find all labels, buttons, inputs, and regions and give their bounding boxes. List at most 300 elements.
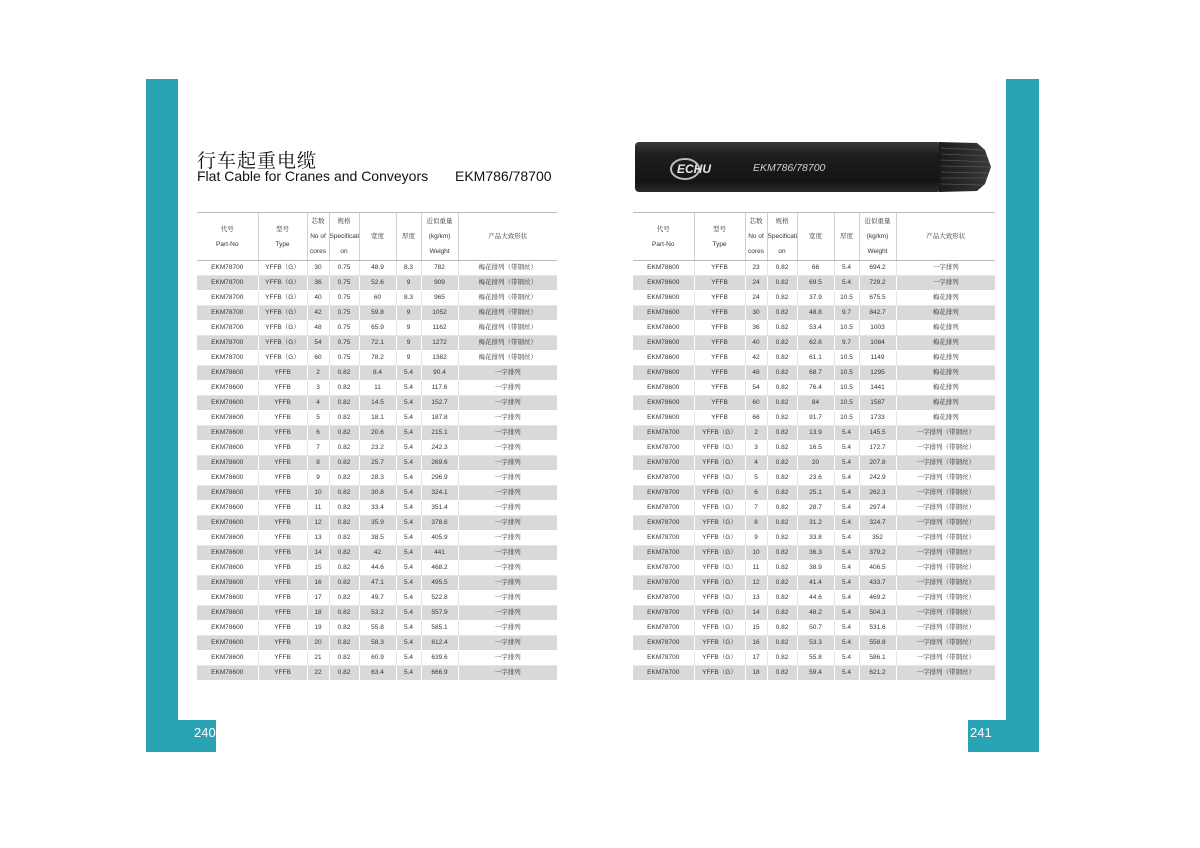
cell-cores: 5: [745, 471, 767, 486]
cell-shape: 一字排列（带钢丝）: [896, 636, 995, 651]
cell-cores: 20: [307, 636, 329, 651]
table-row: [197, 591, 557, 606]
cell-cores: 13: [307, 531, 329, 546]
cell-type: YFFB: [258, 381, 307, 396]
cell-part-no: EKM78700: [633, 426, 694, 441]
cell-thickness: 10.5: [834, 396, 859, 411]
cell-type: YFFB（G）: [258, 306, 307, 321]
cell-shape: 一字排列（带钢丝）: [896, 426, 995, 441]
cell-weight: 187.8: [421, 411, 458, 426]
table-row: [197, 456, 557, 471]
cell-spec: 0.82: [329, 636, 359, 651]
cell-cores: 24: [745, 276, 767, 291]
cell-part-no: EKM78600: [197, 621, 258, 636]
cell-width: 58.3: [359, 636, 396, 651]
flat-cable-image: [633, 140, 995, 194]
cell-cores: 21: [307, 651, 329, 666]
cell-weight: 152.7: [421, 396, 458, 411]
cell-thickness: 9: [396, 321, 421, 336]
column-header-weight: 近似重量 (kg/km) Weight: [859, 213, 896, 261]
cell-weight: 406.5: [859, 561, 896, 576]
cell-width: 14.5: [359, 396, 396, 411]
cell-thickness: 5.4: [396, 426, 421, 441]
cell-cores: 10: [307, 486, 329, 501]
cell-width: 68.7: [797, 366, 834, 381]
cell-thickness: 5.4: [396, 531, 421, 546]
cell-thickness: 5.4: [834, 636, 859, 651]
cell-type: YFFB（G）: [694, 651, 745, 666]
cell-weight: 469.2: [859, 591, 896, 606]
cell-cores: 15: [307, 561, 329, 576]
table-row: [633, 471, 995, 486]
cell-weight: 145.5: [859, 426, 896, 441]
cell-type: YFFB: [258, 636, 307, 651]
cell-part-no: EKM78600: [633, 291, 694, 306]
table-row: [633, 516, 995, 531]
cell-thickness: 5.4: [396, 381, 421, 396]
cell-spec: 0.82: [767, 636, 797, 651]
cell-cores: 19: [307, 621, 329, 636]
cell-type: YFFB: [258, 501, 307, 516]
cell-part-no: EKM78600: [633, 351, 694, 366]
table-row: [633, 381, 995, 396]
cell-shape: 一字排列（带钢丝）: [896, 666, 995, 681]
cell-shape: 梅花排列（带钢丝）: [458, 291, 557, 306]
cell-part-no: EKM78700: [633, 606, 694, 621]
cell-shape: 一字排列（带钢丝）: [896, 456, 995, 471]
cell-type: YFFB: [258, 591, 307, 606]
cell-thickness: 5.4: [396, 516, 421, 531]
table-row: [197, 351, 557, 366]
cell-cores: 6: [745, 486, 767, 501]
cell-spec: 0.82: [329, 396, 359, 411]
cell-shape: 一字排列（带钢丝）: [896, 531, 995, 546]
cell-spec: 0.82: [329, 591, 359, 606]
cell-cores: 8: [745, 516, 767, 531]
cell-weight: 1587: [859, 396, 896, 411]
column-header-part-no: 代号 Part-No: [197, 213, 258, 261]
cell-weight: 639.6: [421, 651, 458, 666]
cell-weight: 1441: [859, 381, 896, 396]
cell-part-no: EKM78700: [633, 531, 694, 546]
cell-spec: 0.82: [329, 561, 359, 576]
cell-spec: 0.82: [767, 396, 797, 411]
cell-spec: 0.82: [329, 381, 359, 396]
cell-part-no: EKM78600: [197, 516, 258, 531]
cell-thickness: 5.4: [834, 591, 859, 606]
cell-thickness: 5.4: [834, 486, 859, 501]
cell-spec: 0.82: [329, 651, 359, 666]
cell-type: YFFB（G）: [694, 591, 745, 606]
page-title-chinese: 行车起重电缆: [197, 150, 318, 172]
cell-type: YFFB: [258, 576, 307, 591]
table-row: [633, 291, 995, 306]
cell-cores: 8: [307, 456, 329, 471]
table-row: [197, 636, 557, 651]
cell-weight: 468.2: [421, 561, 458, 576]
cell-cores: 11: [307, 501, 329, 516]
cell-weight: 729.2: [859, 276, 896, 291]
cell-cores: 3: [745, 441, 767, 456]
cell-part-no: EKM78700: [633, 651, 694, 666]
column-header-cores: 芯数 No of cores: [745, 213, 767, 261]
cell-spec: 0.75: [329, 306, 359, 321]
cell-part-no: EKM78600: [197, 606, 258, 621]
cell-type: YFFB（G）: [258, 276, 307, 291]
cell-width: 38.9: [797, 561, 834, 576]
table-row: [633, 621, 995, 636]
cell-thickness: 9.7: [834, 306, 859, 321]
cell-type: YFFB（G）: [258, 291, 307, 306]
cell-thickness: 5.4: [396, 411, 421, 426]
cell-weight: 1162: [421, 321, 458, 336]
cell-width: 55.8: [797, 651, 834, 666]
cell-type: YFFB: [258, 666, 307, 681]
cell-part-no: EKM78700: [197, 276, 258, 291]
cell-width: 18.1: [359, 411, 396, 426]
cell-thickness: 8.3: [396, 291, 421, 306]
cell-type: YFFB: [694, 411, 745, 426]
cell-spec: 0.82: [767, 321, 797, 336]
cell-thickness: 5.4: [834, 456, 859, 471]
cell-width: 78.2: [359, 351, 396, 366]
cell-thickness: 9.7: [834, 336, 859, 351]
cell-weight: 1295: [859, 366, 896, 381]
cell-weight: 1733: [859, 411, 896, 426]
cell-part-no: EKM78700: [633, 666, 694, 681]
cell-weight: 172.7: [859, 441, 896, 456]
cell-width: 53.2: [359, 606, 396, 621]
cell-part-no: EKM78600: [197, 636, 258, 651]
cell-part-no: EKM78600: [197, 471, 258, 486]
cell-type: YFFB（G）: [694, 576, 745, 591]
right-page-number: 241: [970, 725, 992, 740]
cell-cores: 5: [307, 411, 329, 426]
cell-type: YFFB: [258, 606, 307, 621]
cell-part-no: EKM78700: [633, 546, 694, 561]
cell-thickness: 5.4: [396, 636, 421, 651]
cell-spec: 0.82: [767, 276, 797, 291]
table-row: [197, 441, 557, 456]
cell-part-no: EKM78600: [197, 561, 258, 576]
cell-weight: 433.7: [859, 576, 896, 591]
cell-shape: 一字排列: [458, 606, 557, 621]
cell-thickness: 5.4: [834, 426, 859, 441]
cell-part-no: EKM78700: [633, 636, 694, 651]
cell-shape: 一字排列: [458, 486, 557, 501]
cell-thickness: 10.5: [834, 351, 859, 366]
table-row: [633, 486, 995, 501]
cell-type: YFFB: [694, 336, 745, 351]
cell-part-no: EKM78600: [197, 591, 258, 606]
cell-width: 66: [797, 261, 834, 276]
cell-width: 48.2: [797, 606, 834, 621]
cell-shape: 梅花排列（带钢丝）: [458, 261, 557, 276]
cell-shape: 一字排列（带钢丝）: [896, 561, 995, 576]
cell-spec: 0.75: [329, 291, 359, 306]
column-header-shape: 产品大致形状: [896, 213, 995, 261]
cell-cores: 23: [745, 261, 767, 276]
cell-cores: 13: [745, 591, 767, 606]
cell-spec: 0.82: [329, 441, 359, 456]
cell-type: YFFB: [258, 621, 307, 636]
cell-shape: 一字排列: [458, 636, 557, 651]
cell-width: 47.1: [359, 576, 396, 591]
cell-weight: 612.4: [421, 636, 458, 651]
cell-width: 61.1: [797, 351, 834, 366]
cell-part-no: EKM78600: [197, 381, 258, 396]
cell-shape: 一字排列: [458, 411, 557, 426]
cell-shape: 梅花排列（带钢丝）: [458, 306, 557, 321]
cell-type: YFFB: [258, 486, 307, 501]
cell-thickness: 5.4: [396, 576, 421, 591]
cell-cores: 16: [307, 576, 329, 591]
cell-shape: 梅花排列: [896, 351, 995, 366]
table-row: [633, 546, 995, 561]
cell-thickness: 9: [396, 351, 421, 366]
cell-thickness: 5.4: [834, 471, 859, 486]
cell-spec: 0.82: [767, 351, 797, 366]
cell-weight: 207.8: [859, 456, 896, 471]
cell-spec: 0.82: [767, 651, 797, 666]
cell-cores: 4: [307, 396, 329, 411]
table-row: [197, 291, 557, 306]
table-row: [633, 426, 995, 441]
cell-part-no: EKM78600: [197, 576, 258, 591]
cell-shape: 一字排列（带钢丝）: [896, 471, 995, 486]
table-row: [197, 471, 557, 486]
cell-weight: 352: [859, 531, 896, 546]
cell-spec: 0.82: [767, 486, 797, 501]
cell-shape: 一字排列: [458, 621, 557, 636]
cell-spec: 0.82: [767, 291, 797, 306]
cell-width: 62.6: [797, 336, 834, 351]
cell-part-no: EKM78600: [633, 411, 694, 426]
cell-weight: 379.2: [859, 546, 896, 561]
cell-spec: 0.82: [767, 471, 797, 486]
cell-shape: 一字排列: [458, 366, 557, 381]
cell-weight: 1272: [421, 336, 458, 351]
cell-part-no: EKM78600: [197, 666, 258, 681]
cell-weight: 621.2: [859, 666, 896, 681]
cell-weight: 378.6: [421, 516, 458, 531]
cell-width: 8.4: [359, 366, 396, 381]
table-row: [197, 381, 557, 396]
cell-width: 63.4: [359, 666, 396, 681]
cell-thickness: 10.5: [834, 321, 859, 336]
cell-thickness: 5.4: [396, 621, 421, 636]
cell-width: 48.8: [797, 306, 834, 321]
cell-width: 11: [359, 381, 396, 396]
cell-spec: 0.82: [767, 366, 797, 381]
cell-type: YFFB（G）: [694, 636, 745, 651]
cell-width: 38.5: [359, 531, 396, 546]
table-row: [633, 396, 995, 411]
cell-width: 37.9: [797, 291, 834, 306]
cell-width: 60: [359, 291, 396, 306]
cell-part-no: EKM78600: [633, 261, 694, 276]
column-header-part-no: 代号 Part-No: [633, 213, 694, 261]
cell-width: 44.6: [359, 561, 396, 576]
cell-type: YFFB（G）: [694, 456, 745, 471]
cell-thickness: 5.4: [834, 561, 859, 576]
cell-type: YFFB（G）: [694, 426, 745, 441]
cell-type: YFFB（G）: [258, 336, 307, 351]
table-row: [633, 261, 995, 276]
right-spec-table: [633, 212, 995, 681]
cell-part-no: EKM78600: [197, 396, 258, 411]
table-row: [633, 336, 995, 351]
table-row: [633, 576, 995, 591]
cell-weight: 666.9: [421, 666, 458, 681]
table-row: [197, 396, 557, 411]
cell-type: YFFB: [258, 456, 307, 471]
cell-shape: 梅花排列: [896, 306, 995, 321]
cell-spec: 0.82: [329, 366, 359, 381]
cell-part-no: EKM78700: [633, 456, 694, 471]
cell-shape: 一字排列（带钢丝）: [896, 606, 995, 621]
table-row: [633, 411, 995, 426]
cell-spec: 0.82: [767, 441, 797, 456]
cell-shape: 一字排列: [458, 441, 557, 456]
cell-thickness: 5.4: [834, 576, 859, 591]
cell-weight: 965: [421, 291, 458, 306]
cell-weight: 675.5: [859, 291, 896, 306]
cell-thickness: 5.4: [396, 591, 421, 606]
cell-thickness: 5.4: [834, 621, 859, 636]
cell-width: 28.7: [797, 501, 834, 516]
table-row: [197, 621, 557, 636]
column-header-spec: 规格 Specificati on: [767, 213, 797, 261]
cell-thickness: 9: [396, 276, 421, 291]
cell-weight: 441: [421, 546, 458, 561]
cell-type: YFFB: [258, 561, 307, 576]
cell-shape: 梅花排列: [896, 381, 995, 396]
cell-weight: 296.9: [421, 471, 458, 486]
cell-part-no: EKM78600: [197, 426, 258, 441]
cell-shape: 一字排列: [458, 381, 557, 396]
cell-cores: 30: [745, 306, 767, 321]
cell-shape: 梅花排列: [896, 411, 995, 426]
cell-type: YFFB（G）: [694, 621, 745, 636]
cell-spec: 0.82: [329, 471, 359, 486]
cell-part-no: EKM78600: [633, 306, 694, 321]
cell-part-no: EKM78600: [633, 366, 694, 381]
cell-thickness: 5.4: [834, 516, 859, 531]
table-row: [197, 531, 557, 546]
cell-part-no: EKM78600: [197, 531, 258, 546]
cell-shape: 一字排列: [458, 516, 557, 531]
cell-part-no: EKM78700: [633, 576, 694, 591]
table-row: [197, 576, 557, 591]
cable-brand: ECHU: [677, 162, 712, 176]
table-header-row: [197, 213, 557, 261]
cell-shape: 一字排列: [458, 471, 557, 486]
cell-part-no: EKM78700: [633, 621, 694, 636]
cell-width: 65.9: [359, 321, 396, 336]
cell-shape: 一字排列: [458, 591, 557, 606]
table-row: [633, 531, 995, 546]
cell-width: 91.7: [797, 411, 834, 426]
cell-weight: 558.8: [859, 636, 896, 651]
cell-weight: 782: [421, 261, 458, 276]
page-title-english: Flat Cable for Cranes and Conveyors: [197, 168, 429, 184]
cell-weight: 351.4: [421, 501, 458, 516]
cell-type: YFFB（G）: [694, 546, 745, 561]
table-row: [633, 441, 995, 456]
cell-type: YFFB: [258, 396, 307, 411]
table-row: [197, 321, 557, 336]
cell-cores: 14: [745, 606, 767, 621]
cell-part-no: EKM78600: [197, 411, 258, 426]
cell-cores: 54: [307, 336, 329, 351]
cell-part-no: EKM78600: [633, 276, 694, 291]
cell-thickness: 5.4: [834, 441, 859, 456]
column-header-type: 型号 Type: [694, 213, 745, 261]
cell-type: YFFB（G）: [694, 471, 745, 486]
cell-spec: 0.75: [329, 336, 359, 351]
cell-width: 53.4: [797, 321, 834, 336]
cell-type: YFFB: [258, 411, 307, 426]
cell-shape: 一字排列（带钢丝）: [896, 441, 995, 456]
cell-cores: 2: [745, 426, 767, 441]
table-row: [197, 546, 557, 561]
cell-type: YFFB: [694, 381, 745, 396]
cell-thickness: 5.4: [834, 276, 859, 291]
table-row: [197, 276, 557, 291]
cell-part-no: EKM78600: [633, 321, 694, 336]
table-row: [633, 666, 995, 681]
cell-spec: 0.82: [329, 501, 359, 516]
cell-shape: 一字排列（带钢丝）: [896, 576, 995, 591]
cell-width: 53.3: [797, 636, 834, 651]
cell-cores: 2: [307, 366, 329, 381]
cell-cores: 54: [745, 381, 767, 396]
cell-width: 59.8: [359, 306, 396, 321]
cell-type: YFFB（G）: [258, 321, 307, 336]
cell-spec: 0.82: [329, 426, 359, 441]
cell-cores: 7: [307, 441, 329, 456]
cell-cores: 30: [307, 261, 329, 276]
cell-cores: 12: [307, 516, 329, 531]
cell-part-no: EKM78700: [633, 591, 694, 606]
cell-thickness: 5.4: [396, 471, 421, 486]
cell-spec: 0.82: [767, 531, 797, 546]
cell-part-no: EKM78600: [197, 651, 258, 666]
cell-type: YFFB: [258, 366, 307, 381]
table-row: [633, 651, 995, 666]
cell-part-no: EKM78600: [197, 546, 258, 561]
cell-thickness: 5.4: [396, 501, 421, 516]
cell-type: YFFB: [258, 426, 307, 441]
cell-shape: 梅花排列: [896, 321, 995, 336]
cell-weight: 405.9: [421, 531, 458, 546]
cell-shape: 梅花排列: [896, 366, 995, 381]
cell-thickness: 10.5: [834, 411, 859, 426]
cell-type: YFFB（G）: [694, 531, 745, 546]
cell-part-no: EKM78700: [633, 441, 694, 456]
cell-cores: 42: [745, 351, 767, 366]
column-header-weight: 近似重量 (kg/km) Weight: [421, 213, 458, 261]
cell-width: 23.2: [359, 441, 396, 456]
cell-cores: 3: [307, 381, 329, 396]
cell-weight: 262.3: [859, 486, 896, 501]
cell-cores: 6: [307, 426, 329, 441]
cell-spec: 0.82: [767, 546, 797, 561]
cell-weight: 495.5: [421, 576, 458, 591]
cell-thickness: 10.5: [834, 366, 859, 381]
cell-thickness: 5.4: [834, 651, 859, 666]
